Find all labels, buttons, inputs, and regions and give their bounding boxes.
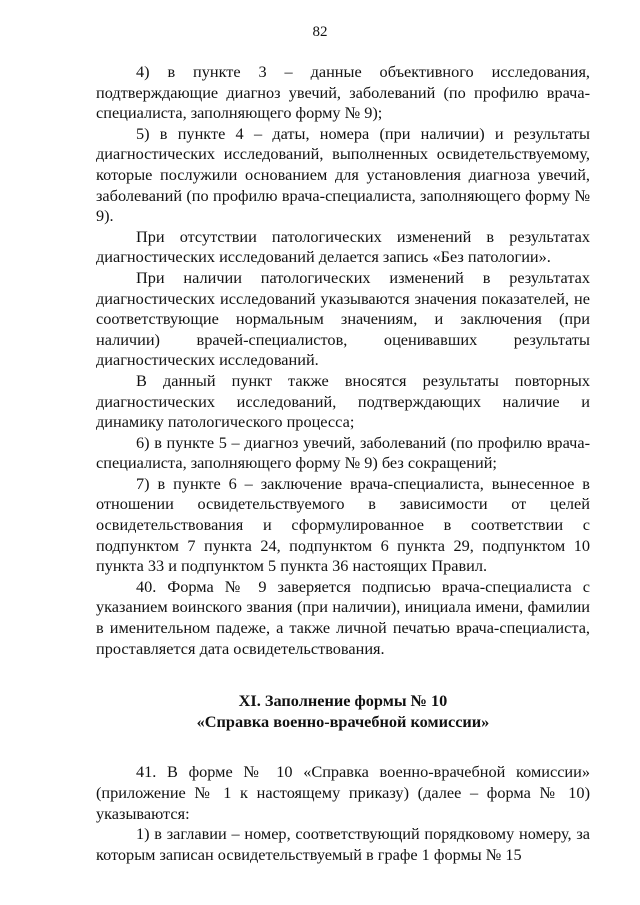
paragraph-41: 41. В форме № 10 «Справка военно-врачебной комиссии» (приложение № 1 к настоящему приказу) (далее – форма № 10) указываются: [96, 762, 590, 823]
paragraph-41-item-1: 1) в заглавии – номер, соответствующий порядковому номеру, за которым записан освидетельствуемый в графе 1 формы № 15 [96, 824, 590, 864]
section-heading [96, 691, 590, 732]
paragraph-pathology-present: При наличии патологических изменений в результатах диагностических исследований указываются значения показателей, не соответствующие нормальным значениям, и заключения (при наличии) врачей-специалистов, оценивавших результаты диагностических исследований. [96, 267, 590, 370]
paragraph-repeat-studies: В данный пункт также вносятся результаты повторных диагностических исследований, подтверждающих наличие и динамику патологического процесса; [96, 370, 590, 432]
paragraph-item-6: 6) в пункте 5 – диагноз увечий, заболеваний (по профилю врача-специалиста, заполняющего форму № 9) без сокращений; [96, 432, 590, 473]
paragraph-item-4: 4) в пункте 3 – данные объективного исследования, подтверждающие диагноз увечий, заболеваний (по профилю врача-специалиста, заполняющего форму № 9); [96, 62, 590, 123]
section-heading-line-2: «Справка военно-врачебной комиссии» [196, 711, 490, 731]
paragraph-item-7: 7) в пункте 6 – заключение врача-специалиста, вынесенное в отношении освидетельствуемого в зависимости от целей освидетельствования и сформулированное в соответствии с подпунктом 7 пункта 24, подпунктом 6 пункта 29, подпунктом 10 пункта 33 и подпунктом 5 пункта 36 настоящих Правил. [96, 473, 590, 576]
paragraph-no-pathology: При отсутствии патологических изменений в результатах диагностических исследований делается запись «Без патологии». [96, 226, 590, 267]
paragraph-item-5: 5) в пункте 4 – даты, номера (при наличии) и результаты диагностических исследований, выполненных освидетельствуемому, которые послужили основанием для установления диагноза увечий, заболеваний (по профилю врача-специалиста, заполняющего форму № 9). [96, 123, 590, 226]
page-number: 82 [312, 24, 328, 40]
document-body [96, 62, 590, 865]
paragraph-40: 40. Форма № 9 заверяется подписью врача-специалиста с указанием воинского звания (при наличии), инициала имени, фамилии в именительном падеже, а также личной печатью врача-специалиста, проставляется дата освидетельствования. [96, 576, 590, 658]
section-heading-line-1: XI. Заполнение формы № 10 [238, 691, 448, 711]
